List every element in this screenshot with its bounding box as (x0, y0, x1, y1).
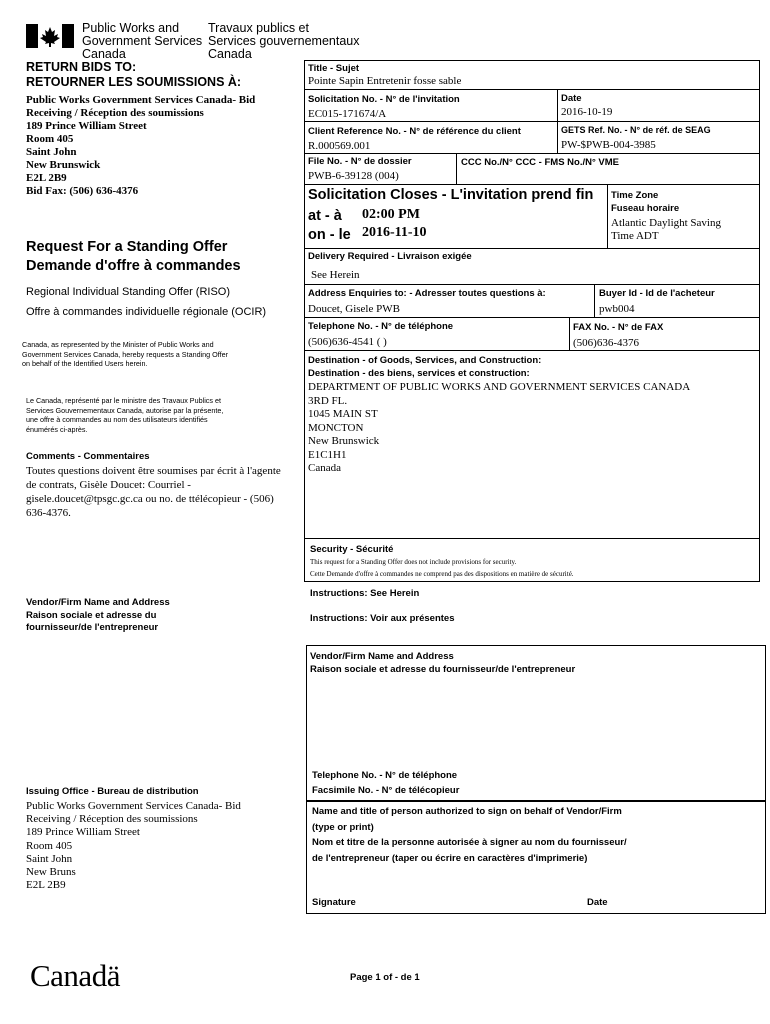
vendor-firm-label: Vendor/Firm Name and Address Raison sociale et adresse du fournisseur/de l'entrepreneur (310, 651, 576, 675)
closes-at-label: at - à (308, 208, 342, 224)
issuing-office-address: Public Works Government Services Canada- Bid Receiving / Réception des soumissions 189 Prince William Street Room 405 Saint John New Bruns E2L 2B9 (26, 800, 241, 892)
solicitation-number-value: EC015-171674/A (308, 108, 387, 120)
divider (557, 89, 558, 153)
delivery-required-label: Delivery Required - Livraison exigée (308, 251, 472, 262)
gets-reference-value: PW-$PWB-004-3985 (561, 139, 656, 151)
ccc-number-label: CCC No./N° CCC - FMS No./N° VME (461, 157, 620, 168)
closes-time-value: 02:00 PM (362, 207, 420, 222)
instructions-fr: Instructions: Voir aux présentes (310, 613, 455, 624)
divider (304, 350, 760, 351)
fax-label: FAX No. - N° de FAX (573, 322, 664, 333)
comments-text: Toutes questions doivent être soumises par écrit à l'agente de contrats, Gisèle Doucet: Courriel - gisele.doucet@tpsgc.gc.ca ou no. de ttélécopieur - (506) 636-4376. (26, 465, 281, 519)
title-label: Title - Sujet (308, 63, 360, 74)
file-number-value: PWB-6-39128 (004) (308, 170, 399, 182)
divider (569, 317, 570, 350)
comments-label: Comments - Commentaires (26, 451, 150, 462)
standing-offer-type: Regional Individual Standing Offer (RISO) Offre à commandes individuelle régionale (OCIR) (26, 286, 267, 318)
buyer-id-label: Buyer Id - Id de l'acheteur (599, 288, 715, 299)
divider (456, 153, 457, 184)
canada-flag-icon (26, 24, 74, 48)
return-bids-address: Public Works Government Services Canada- Bid Receiving / Réception des soumissions 189 Prince William Street Room 405 Saint John New Brunswick E2L 2B9 Bid Fax: (506) 636-4376 (26, 94, 256, 197)
time-zone-label: Time Zone Fuseau horaire (611, 190, 680, 214)
buyer-id-value: pwb004 (599, 303, 635, 315)
vendor-firm-label-left: Vendor/Firm Name and Address Raison sociale et adresse du fournisseur/de l'entrepreneur (26, 597, 170, 633)
file-number-label: File No. - N° de dossier (308, 156, 412, 167)
issuing-office-label: Issuing Office - Bureau de distribution (26, 786, 199, 797)
divider (304, 89, 760, 90)
fax-value: (506)636-4376 (573, 337, 639, 349)
authorized-person-label: Name and title of person authorized to sign on behalf of Vendor/Firm (type or print) Nom et titre de la personne autorisée à signer au nom du fournisseur/ de l'entrepreneur (taper ou écrire en caractères d'imprimerie) (312, 806, 627, 864)
canada-wordmark-logo: Canadä (30, 958, 120, 993)
divider (304, 284, 760, 285)
divider (304, 184, 760, 185)
signature-label: Signature (312, 897, 356, 908)
divider (304, 248, 760, 249)
request-statement-en: Canada, as represented by the Minister of Public Works and Government Services Canada, hereby requests a Standing Offer on behalf of the Identified Users herein. (22, 340, 229, 368)
solicitation-number-label: Solicitation No. - N° de l'invitation (308, 94, 460, 105)
destination-address: DEPARTMENT OF PUBLIC WORKS AND GOVERNMENT SERVICES CANADA 3RD FL. 1045 MAIN ST MONCTON New Brunswick E1C1H1 Canada (308, 381, 691, 474)
security-text-fr: Cette Demande d'offre à commandes ne comprend pas des dispositions en matière de sécurité. (310, 570, 574, 578)
telephone-label: Telephone No. - N° de téléphone (308, 321, 454, 332)
vendor-telephone-label: Telephone No. - N° de téléphone (312, 770, 458, 781)
signature-date-label: Date (587, 897, 608, 908)
telephone-value: (506)636-4541 ( ) (308, 336, 387, 348)
client-reference-value: R.000569.001 (308, 140, 371, 152)
request-statement-fr: Le Canada, représenté par le ministre des Travaux Publics et Services Gouvernementaux Canada, autorise par la présente, une offre à commandes au nom des utilisateurs identifiés énumérés ci-après. (26, 396, 224, 434)
divider (304, 317, 760, 318)
gets-reference-label: GETS Ref. No. - N° de réf. de SEAG (561, 125, 711, 135)
divider (304, 538, 760, 539)
delivery-required-value: See Herein (311, 269, 360, 281)
department-name-fr: Travaux publics et Services gouvernementaux Canada (208, 21, 360, 61)
divider (607, 184, 608, 248)
destination-label: Destination - of Goods, Services, and Construction: Destination - des biens, services et construction: (308, 355, 542, 379)
divider (304, 153, 760, 154)
address-enquiries-value: Doucet, Gisele PWB (308, 303, 400, 315)
department-name-en: Public Works and Government Services Canada (82, 21, 203, 61)
security-text-en: This request for a Standing Offer does not include provisions for security. (310, 558, 517, 566)
date-label: Date (561, 93, 582, 104)
instructions-en: Instructions: See Herein (310, 588, 420, 599)
address-enquiries-label: Address Enquiries to: - Adresser toutes questions à: (308, 288, 546, 299)
closes-date-value: 2016-11-10 (362, 225, 427, 240)
page-number: Page 1 of - de 1 (350, 972, 420, 983)
title-value: Pointe Sapin Entretenir fosse sable (308, 75, 462, 87)
date-value: 2016-10-19 (561, 106, 613, 118)
time-zone-value: Atlantic Daylight Saving Time ADT (611, 217, 721, 242)
return-bids-heading: RETURN BIDS TO: RETOURNER LES SOUMISSIONS À: (26, 60, 242, 89)
divider (304, 121, 760, 122)
divider (594, 284, 595, 317)
closes-on-label: on - le (308, 227, 351, 243)
vendor-facsimile-label: Facsimile No. - N° de télécopieur (312, 785, 460, 796)
client-reference-label: Client Reference No. - N° de référence du client (308, 126, 521, 137)
request-title: Request For a Standing Offer Demande d'offre à commandes (26, 239, 241, 274)
solicitation-closes-heading: Solicitation Closes - L'invitation prend fin (308, 187, 594, 203)
security-label: Security - Sécurité (310, 544, 394, 555)
